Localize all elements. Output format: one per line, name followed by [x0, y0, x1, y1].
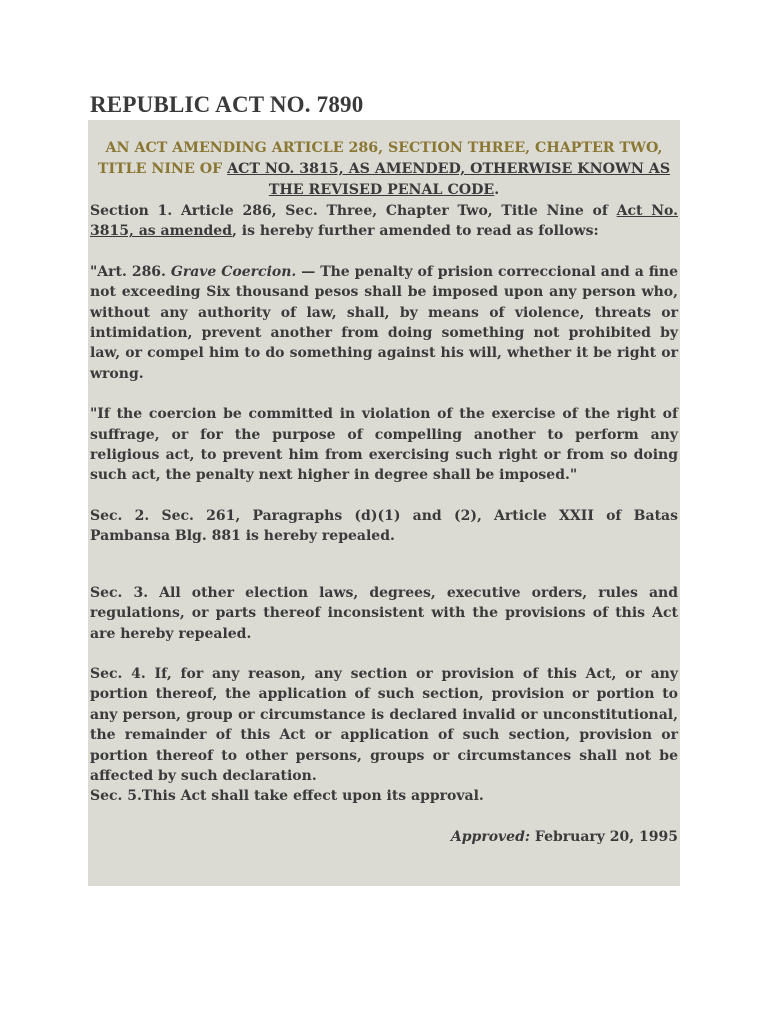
- approved-label: Approved:: [450, 828, 531, 845]
- approval-line: [90, 827, 678, 847]
- act-subtitle: [90, 138, 678, 201]
- section-3: Sec. 3. All other election laws, degrees, executive orders, rules and regulations, or parts thereof inconsistent with the provisions of this Act are hereby repealed.: [90, 584, 678, 642]
- article-286-heading: Grave Coercion.: [170, 263, 297, 280]
- section-5: Sec. 5.This Act shall take effect upon its approval.: [90, 788, 484, 805]
- section-1: [90, 201, 678, 242]
- article-286: [90, 262, 678, 384]
- section-1-suffix: , is hereby further amended to read as follows:: [232, 223, 599, 240]
- article-286-prefix: "Art. 286.: [90, 263, 171, 280]
- subtitle-text: AN ACT AMENDING ARTICLE 286, SECTION THREE, CHAPTER TWO, TITLE NINE OF: [97, 140, 663, 177]
- approved-date: February 20, 1995: [530, 828, 678, 845]
- coercion-paragraph: "If the coercion be committed in violation of the exercise of the right of suffrage, or for the purpose of compelling another to perform any religious act, to prevent him from exercising such right or from so doing such act, the penalty next higher in degree shall be imposed.": [90, 406, 678, 484]
- act-3815-link[interactable]: Act No. 3815, as amended: [90, 203, 678, 240]
- section-2: Sec. 2. Sec. 261, Paragraphs (d)(1) and (2), Article XXII of Batas Pambansa Blg. 881 is hereby repealed.: [90, 507, 678, 545]
- subtitle-period: .: [494, 182, 500, 198]
- revised-penal-code-link[interactable]: ACT NO. 3815, AS AMENDED, OTHERWISE KNOWN AS THE REVISED PENAL CODE: [227, 161, 671, 198]
- section-1-prefix: Section 1. Article 286, Sec. Three, Chapter Two, Title Nine of: [90, 203, 617, 219]
- section-4: Sec. 4. If, for any reason, any section or provision of this Act, or any portion thereof, the application of such section, provision or portion to any person, group or circumstance is declared invalid or unconstitutional, the remainder of this Act or application of such section, provision or portion thereof to other persons, groups or circumstances shall not be affected by such declaration.: [90, 665, 678, 784]
- document-title: REPUBLIC ACT NO. 7890: [90, 92, 364, 117]
- act-text-panel: [88, 120, 680, 886]
- article-286-text: — The penalty of prision correccional and a fine not exceeding Six thousand pesos shall be imposed upon any person who, without any authority of law, shall, by means of violence, threats or intimidation, prevent another from doing something not prohibited by law, or compel him to do something against his will, whether it be right or wrong.: [90, 263, 679, 382]
